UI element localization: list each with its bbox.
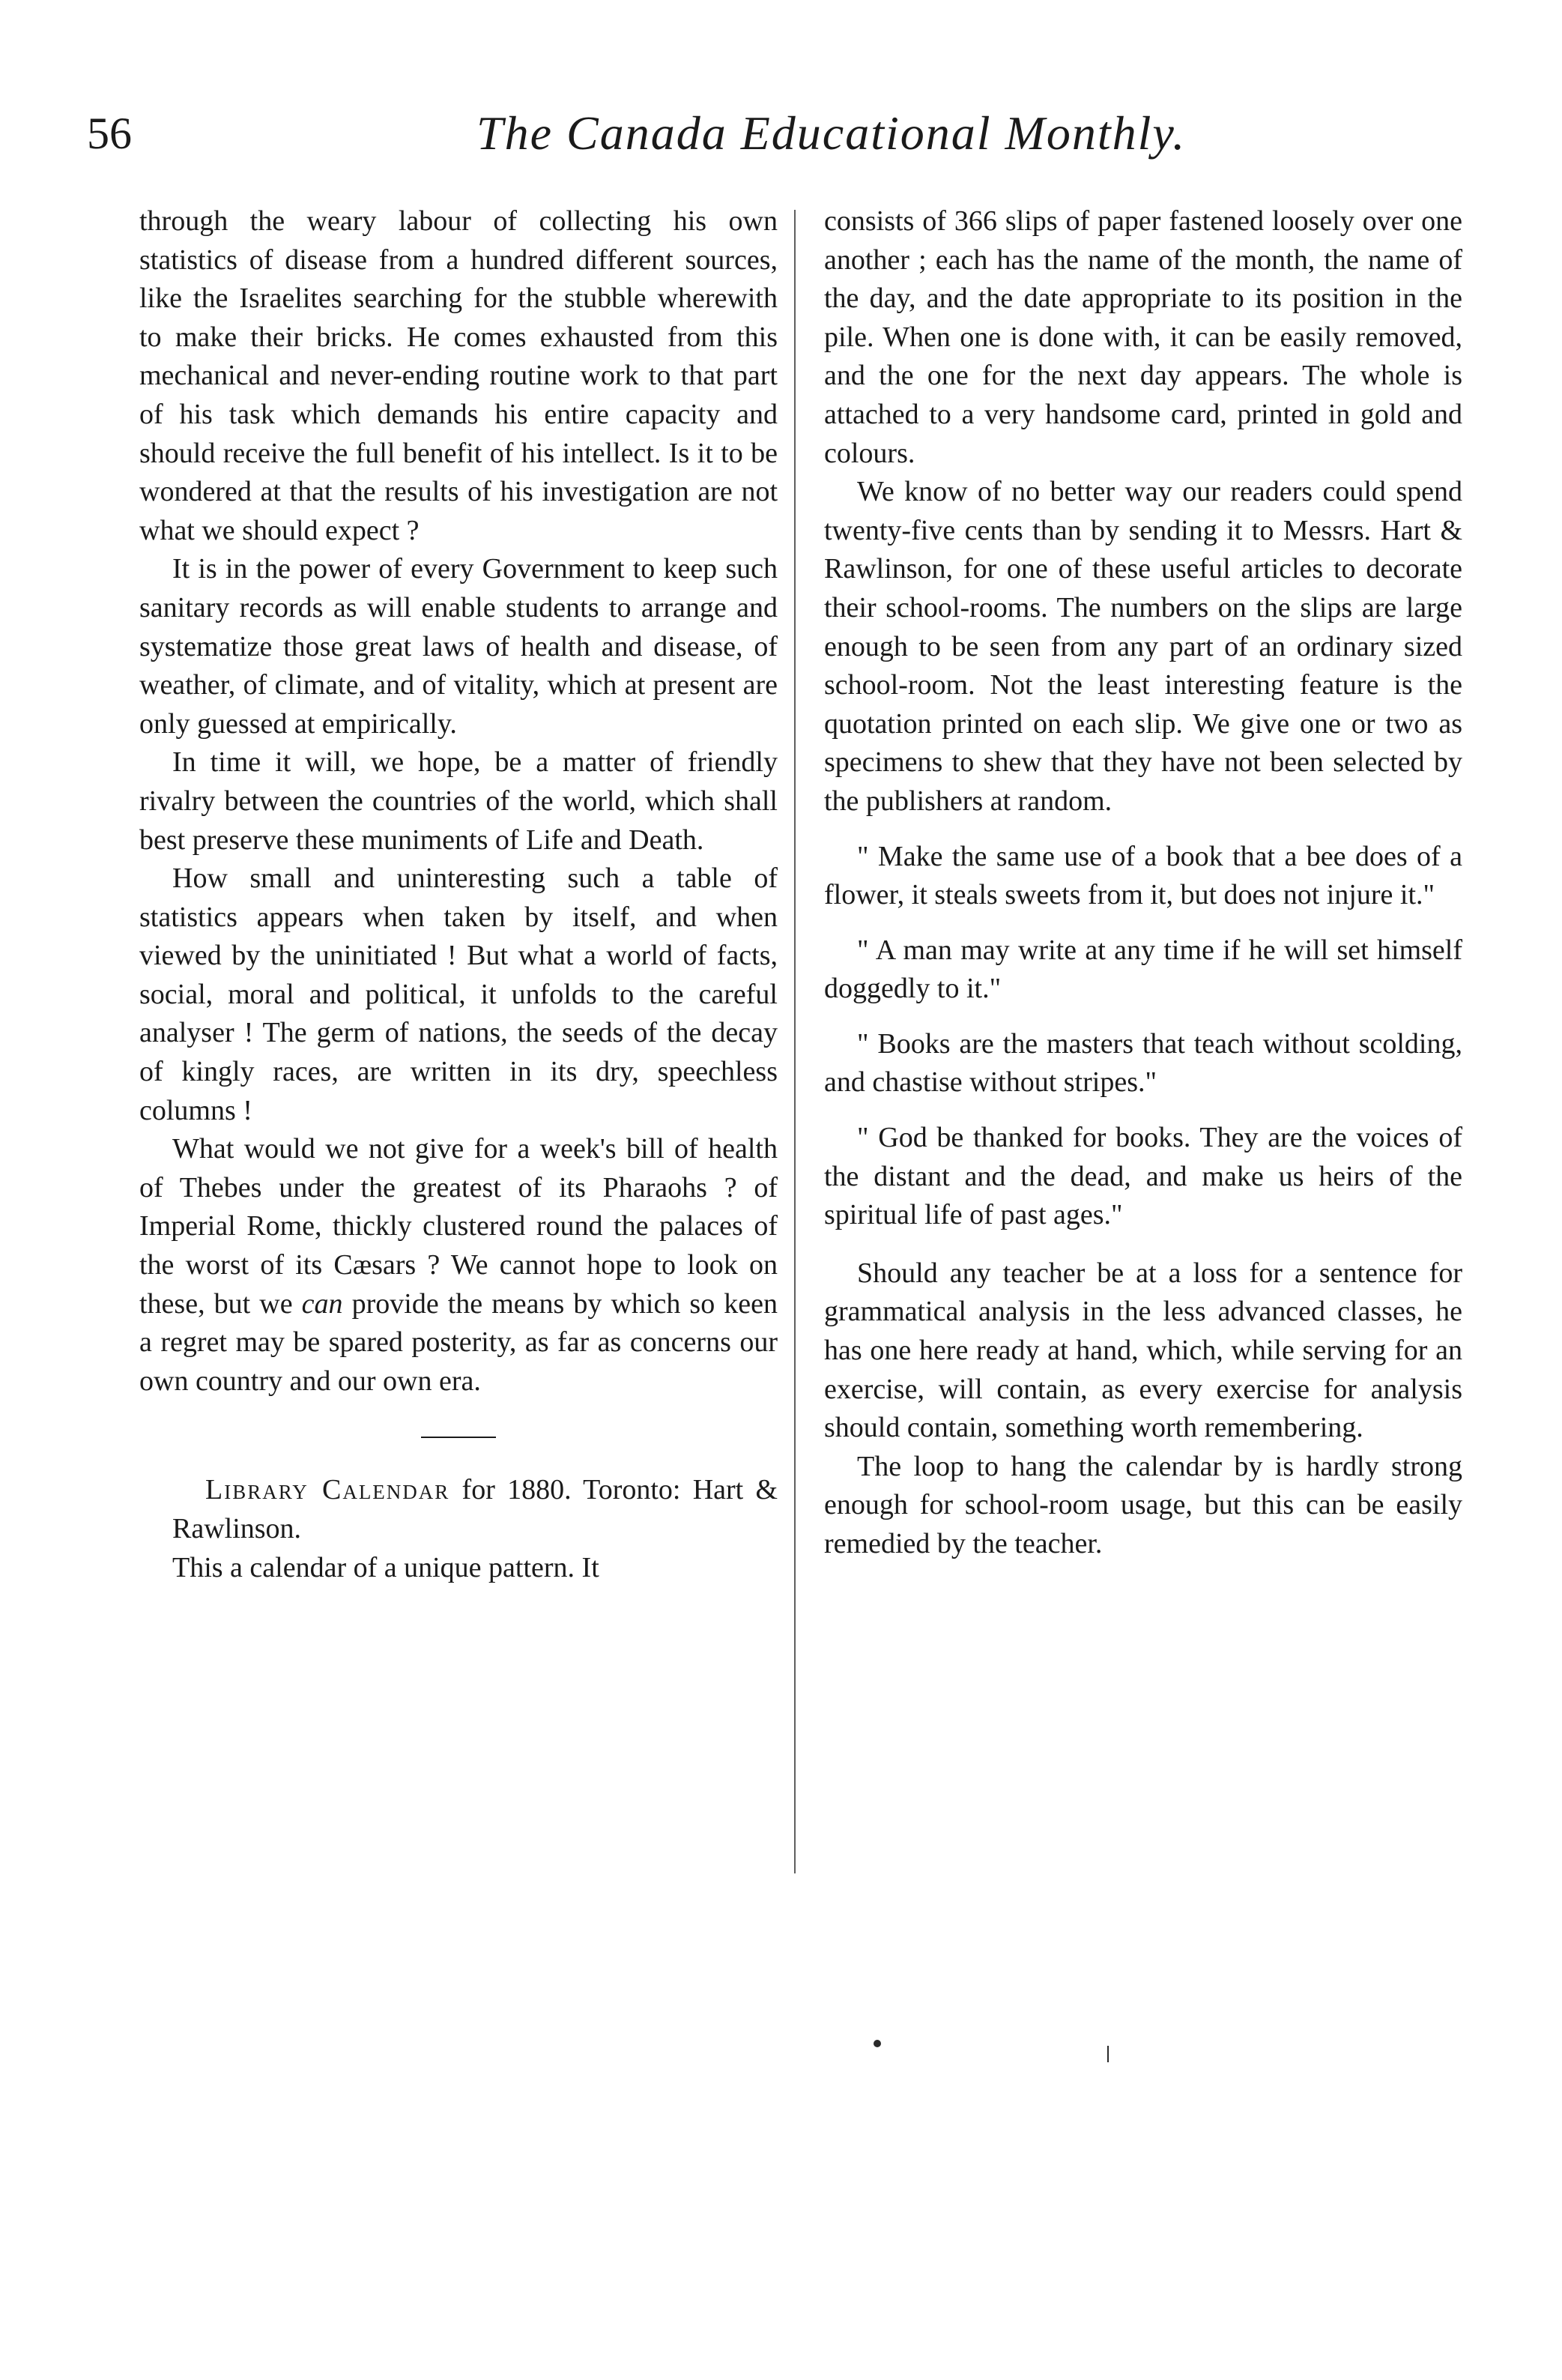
paragraph-thebes-rome xyxy=(139,1130,778,1401)
right-column xyxy=(824,202,1462,1564)
paragraph-calendar-slips: consists of 366 slips of paper fastened loosely over one another ; each has the name of the month, the name of the day, and the date appropriate to its position in the pile. When one is done with, it can be easily removed, and the one for the next day appears. The whole is attached to a very handsome card, printed in gold and colours. xyxy=(824,205,1462,469)
journal-title: The Canada Educational Monthly. xyxy=(476,106,1187,160)
quote-bee-flower: " Make the same use of a book that a bee does of a flower, it steals sweets from it, but does not injure it." xyxy=(824,840,1462,911)
paragraph-grammatical-analysis: Should any teacher be at a loss for a sentence for grammatical analysis in the less advanced classes, he has one here ready at hand, which, while serving for an exercise, will contain, as every exercise for analysis should contain, something worth remembering. xyxy=(824,1257,1462,1444)
column-rule xyxy=(794,210,796,1873)
thebes-text-start: What would we not give for a week's bill of health of Thebes under the greatest of its Pharaohs ? of Imperial Rome, thickly clustered round the palaces of the worst of its Cæsars ? We cannot hope to look on these, but we xyxy=(139,1133,778,1320)
notice-publisher: for 1880. Toronto: Hart & Rawlinson. xyxy=(172,1474,778,1544)
thebes-text-end: provide the means by which so keen a regret may be spared posterity, as far as concerns our own country and our own era. xyxy=(139,1287,778,1397)
quote-thanked-for-books: " God be thanked for books. They are the voices of the distant and the dead, and make us heirs of the spiritual life of past ages." xyxy=(824,1122,1462,1231)
paragraph-recommendation: We know of no better way our readers could spend twenty-five cents than by sending it to Messrs. Hart & Rawlinson, for one of these useful articles to decorate their school-rooms. The numbers on the slips are large enough to be seen from any part of an ordinary sized school-room. Not the least interesting feature is the quotation printed on each slip. We give one or two as specimens to shew that they have not been selected by the publishers at random. xyxy=(824,476,1462,817)
notice-title: Library Calendar xyxy=(205,1474,450,1506)
print-speck xyxy=(874,2040,881,2047)
italic-can: can xyxy=(301,1287,343,1320)
quote-books-masters: " Books are the masters that teach without scolding, and chastise without stripes." xyxy=(824,1027,1462,1099)
left-column xyxy=(139,202,778,1587)
section-separator xyxy=(421,1437,496,1438)
paragraph-government-records: It is in the power of every Government to keep such sanitary records as will enable students to arrange and systematize those great laws of health and disease, of weather, of climate, and of vitality, which at present are only guessed at empirically. xyxy=(139,553,778,740)
page-number: 56 xyxy=(87,109,132,158)
paragraph-statistics-labour: through the weary labour of collecting his own statistics of disease from a hundred different sources, like the Israelites searching for the stubble wherewith to make their bricks. He comes exhausted from this mechanical and never-ending routine work to that part of his task which demands his entire capacity and should receive the full benefit of his intellect. Is it to be wondered at that the results of his investigation are not what we should expect ? xyxy=(139,205,778,546)
running-head xyxy=(87,103,1495,171)
paragraph-table-of-statistics: How small and uninteresting such a table of statistics appears when taken by itself, and when viewed by the uninitiated ! But what a world of facts, social, moral and political, it unfolds to the careful analyser ! The germ of nations, the seeds of the decay of kingly races, are written in its dry, speechless columns ! xyxy=(139,863,778,1126)
library-calendar-notice xyxy=(139,1471,778,1548)
quote-write-doggedly: " A man may write at any time if he will set himself doggedly to it." xyxy=(824,934,1462,1005)
paragraph-calendar-intro: This a calendar of a unique pattern. It xyxy=(172,1551,599,1583)
paragraph-friendly-rivalry: In time it will, we hope, be a matter of friendly rivalry between the countries of the world, which shall best preserve these muniments of Life and Death. xyxy=(139,746,778,856)
print-mark xyxy=(1107,2046,1109,2062)
paragraph-loop: The loop to hang the calendar by is hardly strong enough for school-room usage, but this can be easily remedied by the teacher. xyxy=(824,1450,1462,1559)
